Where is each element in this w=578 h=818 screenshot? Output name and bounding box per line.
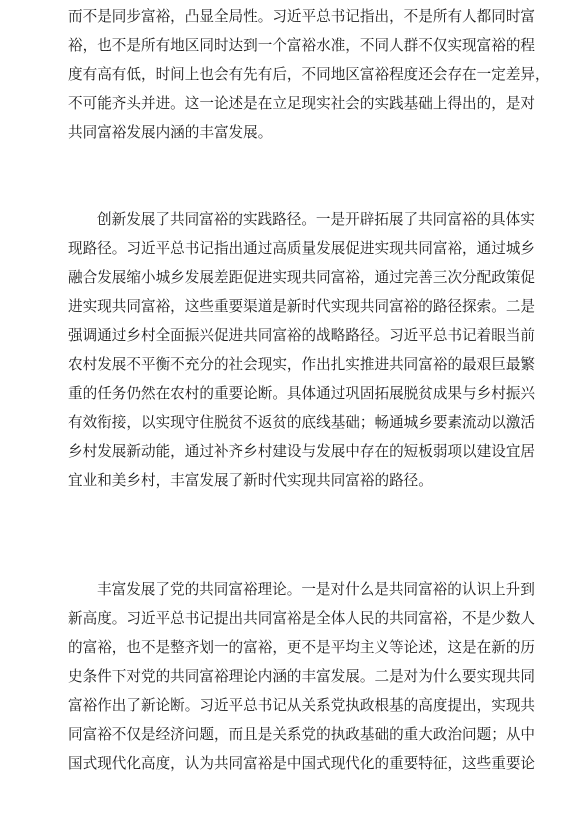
text-line: 丰富发展了党的共同富裕理论。一是对什么是共同富裕的认识上升到: [97, 581, 535, 598]
text-line: 度有高有低，时间上也会有先有后，不同地区富裕程度还会存在一定差异，: [68, 66, 550, 83]
paragraph-1: [68, 2, 550, 147]
text-line: 新高度。习近平总书记提出共同富裕是全体人民的共同富裕，不是少数人: [68, 610, 536, 627]
text-line: 融合发展缩小城乡发展差距促进实现共同富裕，通过完善三次分配政策促: [68, 269, 536, 286]
text-line: 强调通过乡村全面振兴促进共同富裕的战略路径。习近平总书记着眼当前: [68, 327, 536, 344]
text-line: 共同富裕发展内涵的丰富发展。: [68, 124, 273, 141]
text-line: 创新发展了共同富裕的实践路径。一是开辟拓展了共同富裕的具体实: [97, 211, 535, 228]
text-line: 而不是同步富裕，凸显全局性。习近平总书记指出，不是所有人都同时富: [68, 8, 536, 25]
text-line: 宜业和美乡村，丰富发展了新时代实现共同富裕的路径。: [68, 472, 433, 489]
text-line: 国式现代化高度，认为共同富裕是中国式现代化的重要特征，这些重要论: [68, 755, 536, 772]
paragraph-3: [68, 575, 536, 778]
paragraph-2: [68, 205, 536, 495]
text-line: 乡村发展新动能，通过补齐乡村建设与发展中存在的短板弱项以建设宜居: [68, 443, 536, 460]
text-line: 的富裕，也不是整齐划一的富裕，更不是平均主义等论述，这是在新的历: [68, 639, 536, 656]
text-line: 同富裕不仅是经济问题，而且是关系党的执政基础的重大政治问题；从中: [68, 726, 536, 743]
text-line: 不可能齐头并进。这一论述是在立足现实社会的实践基础上得出的，是对: [68, 95, 536, 112]
text-line: 进实现共同富裕，这些重要渠道是新时代实现共同富裕的路径探索。二是: [68, 298, 536, 315]
text-line: 农村发展不平衡不充分的社会现实，作出扎实推进共同富裕的最艰巨最繁: [68, 356, 536, 373]
text-line: 有效衔接，以实现守住脱贫不返贫的底线基础；畅通城乡要素流动以激活: [68, 414, 536, 431]
text-line: 现路径。习近平总书记指出通过高质量发展促进实现共同富裕，通过城乡: [68, 240, 536, 257]
text-line: 裕，也不是所有地区同时达到一个富裕水准，不同人群不仅实现富裕的程: [68, 37, 536, 54]
text-line: 史条件下对党的共同富裕理论内涵的丰富发展。二是对为什么要实现共同: [68, 668, 536, 685]
text-line: 重的任务仍然在农村的重要论断。具体通过巩固拓展脱贫成果与乡村振兴: [68, 385, 536, 402]
text-line: 富裕作出了新论断。习近平总书记从关系党执政根基的高度提出，实现共: [68, 697, 536, 714]
